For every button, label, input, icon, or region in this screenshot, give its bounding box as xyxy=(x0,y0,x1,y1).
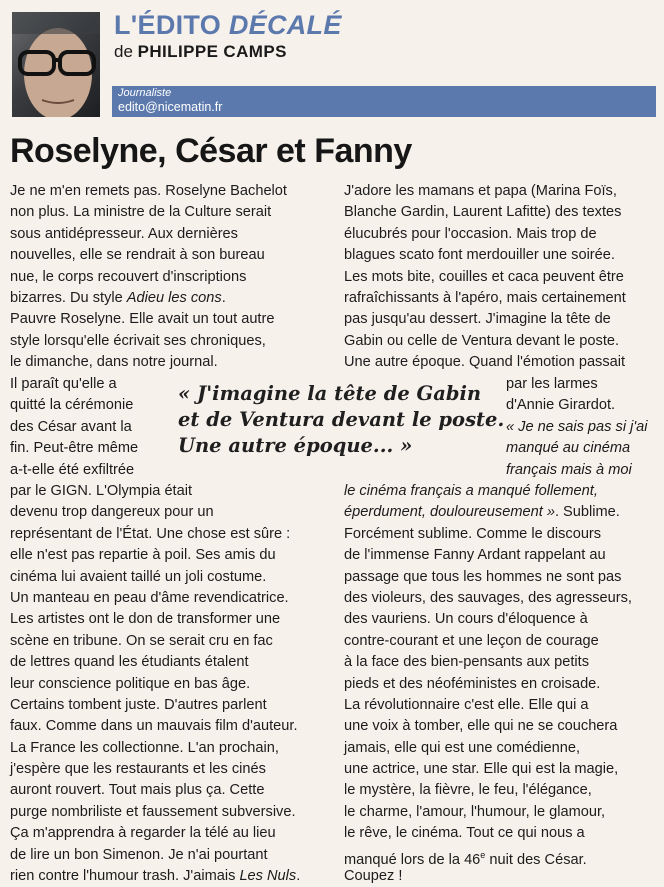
text-line: j'espère que les restaurants et les cinés xyxy=(10,761,266,778)
closing-line: Coupez ! xyxy=(344,868,403,885)
text-line: nue, le corps recouvert d'inscriptions xyxy=(10,268,247,285)
text-line: quitté la cérémonie xyxy=(10,397,134,414)
text-line: elle n'est pas repartie à poil. Ses amis du xyxy=(10,547,276,564)
text-line: cinéma lui avaient taillé un joli costume. xyxy=(10,568,267,585)
text-line: blagues scato font merdouiller une soirée. xyxy=(344,247,615,264)
text-line: jamais, elle qui est une comédienne, xyxy=(344,739,581,756)
italic-quote-line: français mais à moi xyxy=(506,461,632,478)
text-line: par le GIGN. L'Olympia était xyxy=(10,483,193,499)
text-line: non plus. La ministre de la Culture serait xyxy=(10,204,272,221)
pull-quote xyxy=(178,381,508,459)
pull-quote-line: et de Ventura devant le poste. xyxy=(178,408,505,431)
text-line: pieds et des néoféministes en croisade. xyxy=(344,675,601,692)
text-line: d'Annie Girardot. xyxy=(506,397,616,414)
text-line: de l'immense Fanny Ardant rappelant au xyxy=(344,547,606,564)
italic-title: Les Nuls xyxy=(239,868,297,885)
text-line: une voix à tomber, elle qui ne se couchera xyxy=(344,718,618,735)
author-info-bar xyxy=(112,86,656,117)
byline-prefix: de xyxy=(114,42,138,61)
italic-quote-line: manqué au cinéma xyxy=(506,440,631,457)
text-line: Les mots bite, couilles et caca peuvent être xyxy=(344,268,624,285)
article-headline: Roselyne, César et Fanny xyxy=(10,132,412,170)
text-segment: . xyxy=(296,868,301,885)
text-line: à la face des bien-pensants aux petits xyxy=(344,654,590,671)
text-line: élucubrés pour l'occasion. Mais trop de xyxy=(344,225,597,242)
right-wrap-text xyxy=(506,374,648,481)
text-line: représentant de l'État. Une chose est sûre : xyxy=(10,525,291,542)
text-segment: manqué lors de la 46 xyxy=(344,851,481,868)
text-segment: . Sublime. xyxy=(554,504,620,521)
text-line: Gabin ou celle de Ventura devant le poste. xyxy=(344,332,620,349)
text-line: scène en tribune. On se serait cru en fac xyxy=(10,632,273,649)
text-line: une actrice, une star. Elle qui est la magie, xyxy=(344,761,619,778)
italic-quote-line: le cinéma français a manqué follement, xyxy=(344,483,598,499)
author-photo xyxy=(12,12,100,117)
left-wrap-text xyxy=(10,374,138,481)
text-line: J'adore les mamans et papa (Marina Foïs, xyxy=(344,183,617,199)
text-line xyxy=(344,845,632,866)
text-line: Blanche Gardin, Laurent Lafitte) des textes xyxy=(344,204,622,221)
text-line: La révolutionnaire c'est elle. Elle qui a xyxy=(344,696,589,713)
ordinal-suffix: e xyxy=(480,849,486,860)
text-line: de lire un bon Simenon. Je n'ai pourtant xyxy=(10,846,268,863)
text-line: le dimanche, dans notre journal. xyxy=(10,354,218,371)
text-segment: nuit des César. xyxy=(485,851,587,868)
text-line: de lettres quand les étudiants étalent xyxy=(10,654,249,671)
text-line: style lorsqu'elle écrivait ses chroniques, xyxy=(10,332,266,349)
text-line: Une autre époque. Quand l'émotion passait xyxy=(344,354,626,371)
text-line: des César avant la xyxy=(10,418,132,435)
text-line: le rêve, le cinéma. Tout ce qui nous a xyxy=(344,825,585,842)
rubric-title xyxy=(114,10,342,41)
pull-quote-line: Une autre époque... » xyxy=(178,434,413,457)
text-line: La France les collectionne. L'an prochain, xyxy=(10,739,279,756)
text-line: Les artistes ont le don de transformer une xyxy=(10,611,281,628)
text-line: faux. Comme dans un mauvais film d'auteur. xyxy=(10,718,298,735)
left-column-bottom xyxy=(10,481,300,887)
text-line: rafraîchissants à l'apéro, mais certainement xyxy=(344,289,626,306)
text-line: par les larmes xyxy=(506,376,598,392)
text-segment: rien contre l'humour trash. J'aimais xyxy=(10,868,240,885)
right-column-bottom xyxy=(344,481,632,887)
text-line: sous antidépresseur. Aux dernières xyxy=(10,225,238,242)
text-line: passage que tous les hommes ne sont pas xyxy=(344,568,622,585)
italic-quote-segment: éperdument, douloureusement » xyxy=(344,504,555,521)
text-line: Ça m'apprendra à regarder la télé au lieu xyxy=(10,825,276,842)
text-line: des violeurs, des sauvages, des agresseurs, xyxy=(344,589,632,606)
text-line xyxy=(10,866,300,887)
rubric-part-1: L'ÉDITO xyxy=(114,10,229,40)
text-line: pas jusqu'au dessert. J'imagine la tête de xyxy=(344,311,611,328)
portrait-illustration xyxy=(12,12,100,117)
text-line: Forcément sublime. Comme le discours xyxy=(344,525,602,542)
byline xyxy=(114,42,287,62)
text-line: leur conscience politique en bas âge. xyxy=(10,675,251,692)
text-line: contre-courant et une leçon de courage xyxy=(344,632,599,649)
italic-quote-line: « Je ne sais pas si j'ai xyxy=(506,418,648,435)
text-line: Je ne m'en remets pas. Roselyne Bachelot xyxy=(10,183,287,199)
text-line xyxy=(344,502,632,523)
italic-title: Adieu les cons xyxy=(126,289,222,306)
text-line xyxy=(10,288,287,309)
left-column xyxy=(10,181,287,374)
text-line: Un manteau en peau d'âme revendicatrice. xyxy=(10,589,289,606)
rubric-part-2: DÉCALÉ xyxy=(228,10,342,40)
text-line: devenu trop dangereux pour un xyxy=(10,504,214,521)
text-line: a-t-elle été exfiltrée xyxy=(10,461,135,478)
text-line: des vauriens. Un cours d'éloquence à xyxy=(344,611,588,628)
text-line: Il paraît qu'elle a xyxy=(10,376,117,392)
text-line: purge nombriliste et faussement subversive. xyxy=(10,803,296,820)
text-line: auront rouvert. Tout mais plus ça. Cette xyxy=(10,782,265,799)
text-line: le charme, l'amour, l'humour, le glamour, xyxy=(344,803,606,820)
author-role: Journaliste xyxy=(118,87,172,99)
text-line: nouvelles, elle se rendrait à son bureau xyxy=(10,247,265,264)
author-name: PHILIPPE CAMPS xyxy=(137,42,287,61)
pull-quote-line: « J'imagine la tête de Gabin xyxy=(178,382,482,405)
text-line: Certains tombent juste. D'autres parlent xyxy=(10,696,267,713)
author-email-link[interactable]: edito@nicematin.fr xyxy=(118,100,223,114)
text-segment: . xyxy=(221,289,226,306)
text-line: Pauvre Roselyne. Elle avait un tout autre xyxy=(10,311,275,328)
text-segment: bizarres. Du style xyxy=(10,289,127,306)
text-line: le mystère, la fièvre, le feu, l'élégance, xyxy=(344,782,592,799)
text-line: fin. Peut-être même xyxy=(10,440,139,457)
right-column xyxy=(344,181,626,374)
